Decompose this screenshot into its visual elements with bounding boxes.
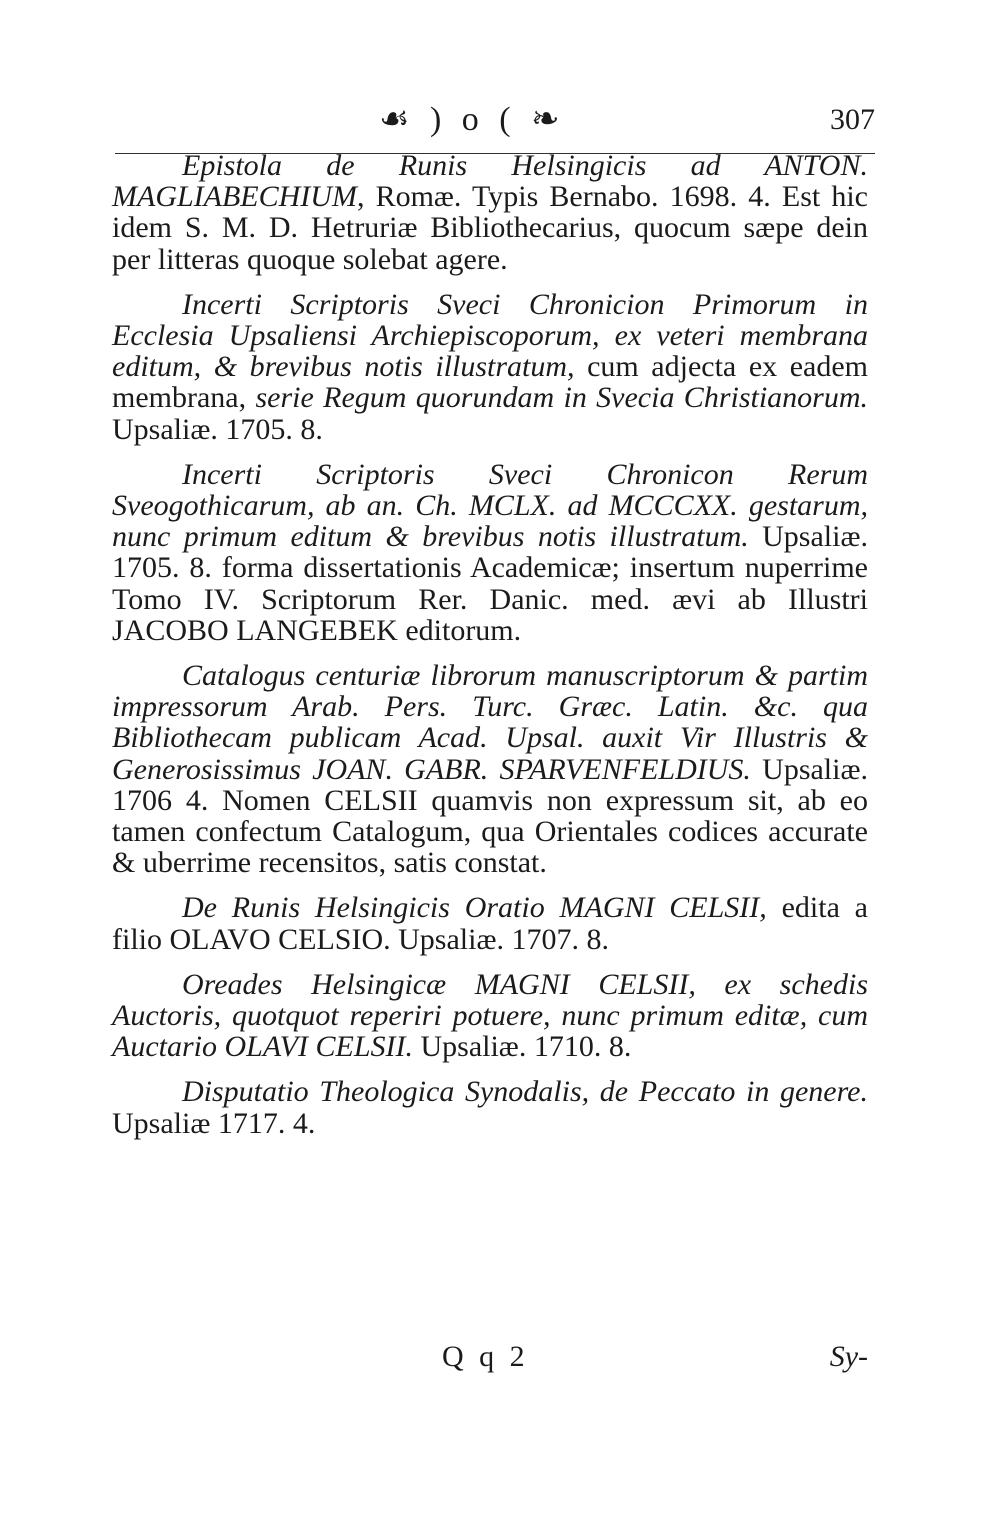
- bibliography-entry: [112, 150, 868, 275]
- entry-text: cum adjecta ex eadem membrana,: [112, 350, 868, 415]
- entry-title: Incerti Scriptoris Sveci Chronicon Rerum Sveogothicarum, ab an. Ch. MCLX. ad MCCCXX. gestarum, nunc primum editum & brevibus notis illustratum.: [112, 457, 868, 554]
- bibliography-entry: [112, 660, 868, 878]
- page-footer: [112, 1340, 868, 1390]
- page-number: 307: [830, 103, 875, 136]
- entry-title: Epistola de Runis Helsingicis ad ANTON. MAGLIABECHIUM: [112, 149, 868, 214]
- entry-imprint: Upsaliæ. 1705. 8.: [112, 412, 323, 446]
- entry-text: Upsaliæ 1717. 4.: [112, 1106, 316, 1140]
- entry-title: De Runis Helsingicis Oratio MAGNI CELSII,: [182, 891, 767, 925]
- entry-title: Incerti Scriptoris Sveci Chronicion Primorum in Ecclesia Upsaliensi Archiepiscoporum, ex veteri membrana editum, & brevibus notis illustratum,: [112, 287, 868, 384]
- bibliography-entry: [112, 1076, 868, 1138]
- entry-title: Oreades Helsingicæ MAGNI CELSII, ex schedis Auctoris, quotquot reperiri potuere, nunc primum editæ, cum Auctario OLAVI CELSII.: [112, 967, 868, 1064]
- bibliography-entry: [112, 892, 868, 954]
- entry-text: Upsaliæ. 1710. 8.: [412, 1030, 632, 1064]
- page-body: [112, 150, 868, 1153]
- bibliography-entry: [112, 289, 868, 445]
- entry-title: Disputatio Theologica Synodalis, de Peccato in genere.: [182, 1075, 868, 1109]
- entry-text: , Romæ. Typis Bernabo. 1698. 4. Est hic idem S. M. D. Hetruriæ Bibliothecarius, quocum sæpe dein per litteras quoque solebat agere.: [112, 180, 868, 276]
- catchword: Sy-: [829, 1340, 868, 1373]
- bibliography-entry: [112, 969, 868, 1063]
- bibliography-entry: [112, 459, 868, 646]
- entry-subtitle: serie Regum quorundam in Svecia Christianorum.: [255, 381, 869, 415]
- header-ornament: ☙ ) o ( ❧: [379, 101, 566, 138]
- entry-text: Upsaliæ. 1705. 8. forma dissertationis Academicæ; insertum nuperrime Tomo IV. Scriptorum Rer. Danic. med. ævi ab Illustri JACOBO LANGEBEK editorum.: [112, 520, 868, 647]
- entry-title: Catalogus centuriæ librorum manuscriptorum & partim impressorum Arab. Pers. Turc. Græc. Latin. &c. qua Bibliothecam publicam Acad. Upsal. auxit Vir Illustris & Generosissimus JOAN. GABR. SPARVENFELDIUS.: [112, 659, 868, 786]
- page-header: [115, 95, 875, 154]
- signature-mark: Q q 2: [442, 1340, 529, 1373]
- entry-text: edita a filio OLAVO CELSIO. Upsaliæ. 1707. 8.: [112, 891, 868, 956]
- entry-text: Upsaliæ. 1706 4. Nomen CELSII quamvis non expressum sit, ab eo tamen confectum Catalogum, qua Orientales codices accurate & uberrime recensitos, satis constat.: [112, 752, 868, 880]
